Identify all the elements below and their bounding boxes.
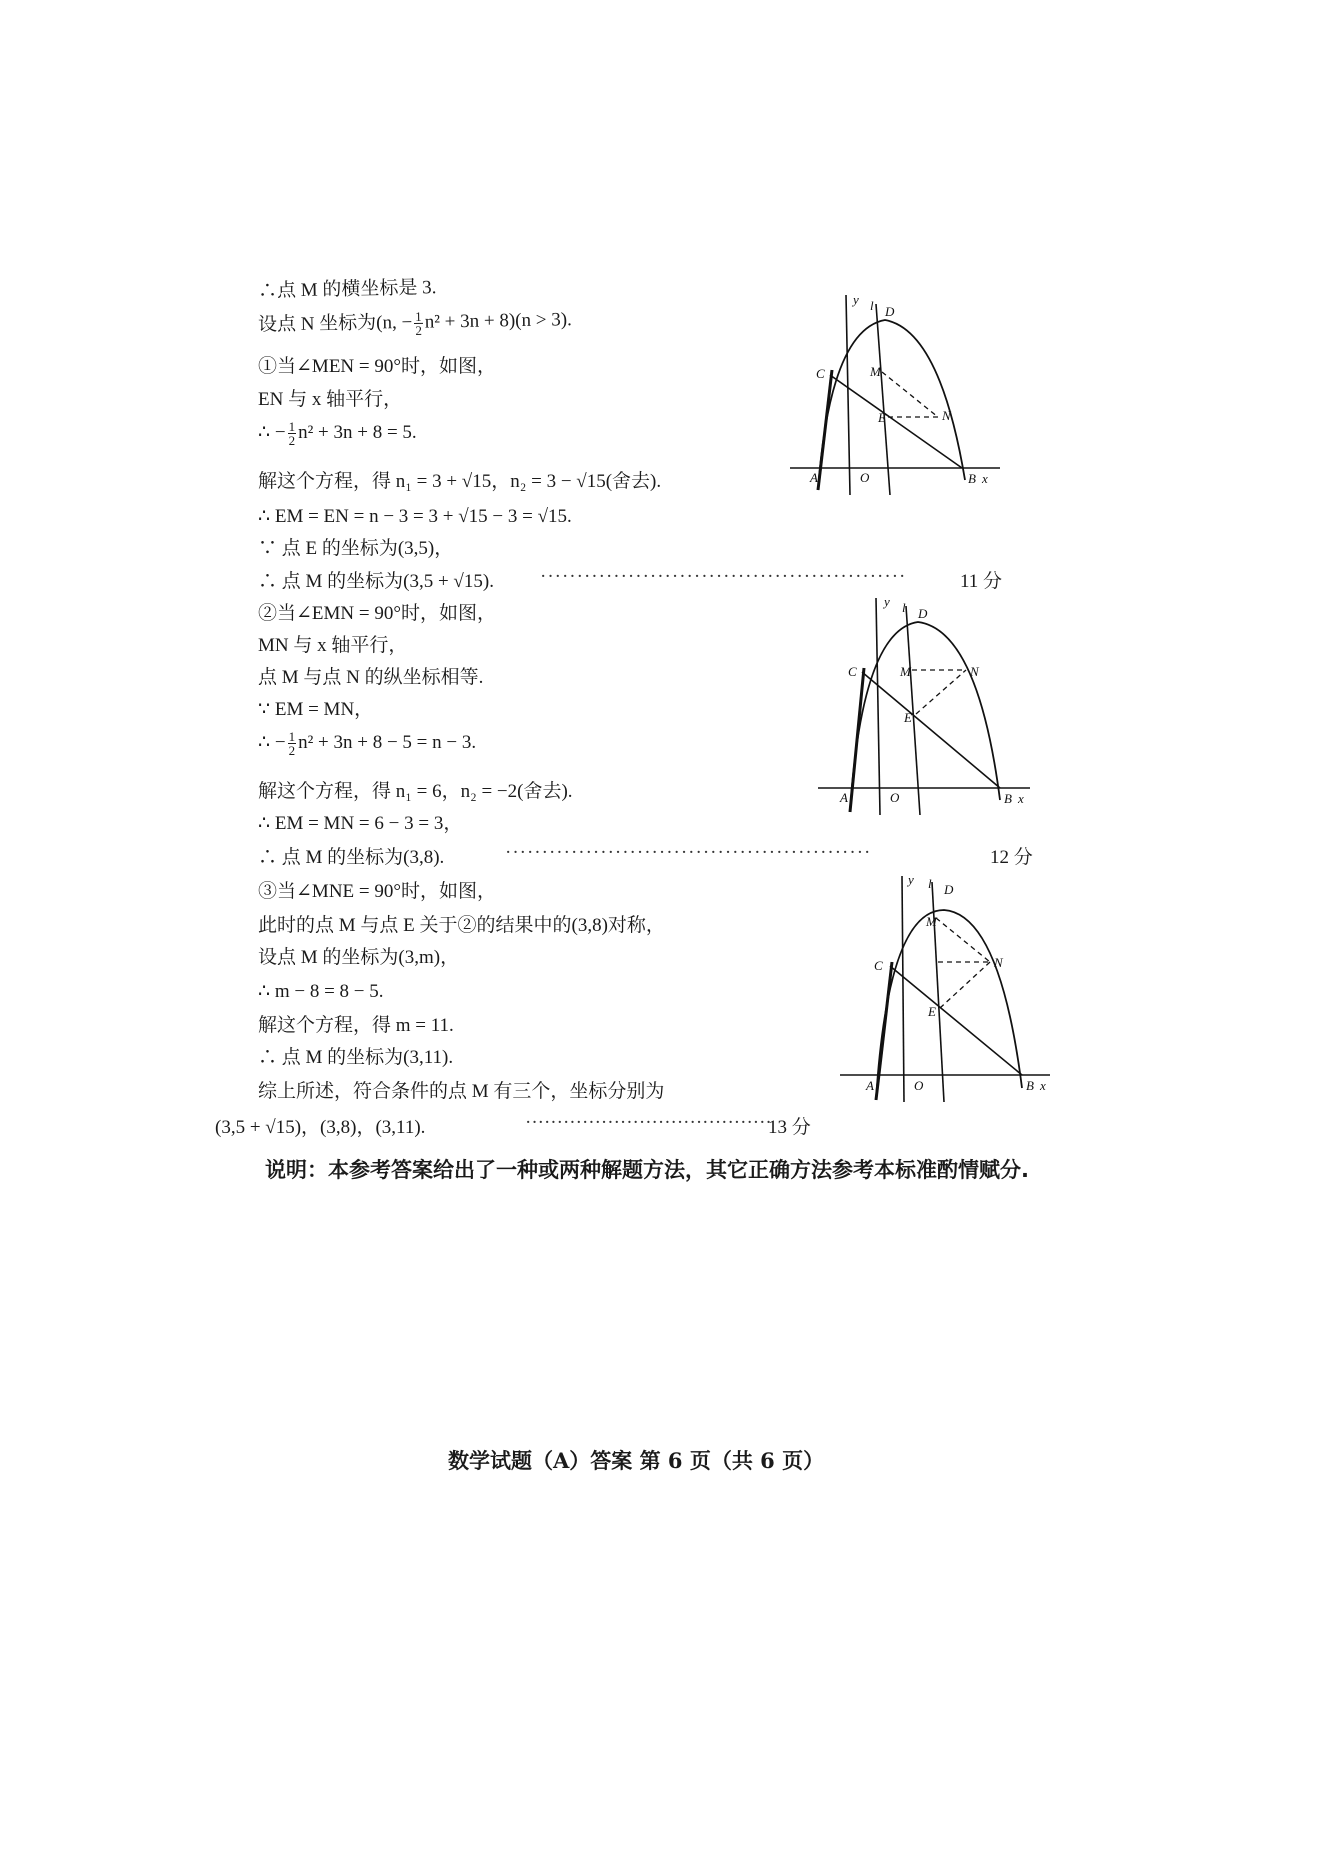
parabola bbox=[876, 910, 1022, 1100]
label-m: M bbox=[870, 364, 881, 379]
text-line-23: ∴ 点 M 的坐标为(3,11). bbox=[258, 1047, 454, 1068]
label-b: B bbox=[968, 471, 976, 486]
text-line-13: ∵ EM = MN， bbox=[258, 699, 374, 720]
label-o: O bbox=[914, 1078, 924, 1093]
label-m: M bbox=[926, 914, 937, 929]
text-line-1: ∴点 M 的横坐标是 3. bbox=[257, 277, 437, 302]
text-line-14a: ∴ − bbox=[258, 731, 286, 753]
label-o: O bbox=[890, 790, 900, 805]
text-line-14b: n² + 3n + 8 − 5 = n − 3. bbox=[298, 731, 477, 753]
text-line-5b: n² + 3n + 8 = 5. bbox=[298, 421, 417, 443]
dotted-leader-13: ······································· bbox=[525, 1112, 772, 1133]
fraction-numerator: 1 bbox=[288, 729, 296, 744]
dash-en bbox=[940, 962, 990, 1008]
dash-mn bbox=[936, 918, 990, 962]
text-line-9: ∴ 点 M 的坐标为(3,5 + √15). bbox=[258, 571, 494, 592]
text-line-11: MN 与 x 轴平行， bbox=[258, 635, 408, 656]
text-line-17: ∴ 点 M 的坐标为(3,8). bbox=[258, 847, 445, 868]
text-line-14 bbox=[258, 730, 476, 757]
line-cb bbox=[862, 672, 1000, 788]
text-line-2b: n² + 3n + 8)(n > 3). bbox=[424, 309, 572, 333]
page-footer: 数学试题（A）答案 第 6 页（共 6 页） bbox=[448, 1448, 825, 1473]
line-ac bbox=[818, 370, 832, 490]
fraction-half bbox=[414, 310, 423, 337]
label-a: A bbox=[840, 790, 848, 805]
label-l: l bbox=[870, 298, 874, 313]
text-line-6: 解这个方程，得 n₁ = 3 + √15，n₂ = 3 − √15(舍去). bbox=[258, 471, 662, 492]
label-n: N bbox=[994, 955, 1003, 970]
text-line-22: 解这个方程，得 m = 11. bbox=[258, 1015, 454, 1036]
text-line-21: ∴ m − 8 = 8 − 5. bbox=[258, 981, 384, 1002]
score-11: 11 分 bbox=[960, 571, 1003, 592]
label-d: D bbox=[918, 606, 928, 621]
label-y: y bbox=[884, 594, 890, 609]
dash-en bbox=[916, 670, 966, 714]
label-d: D bbox=[944, 882, 954, 897]
label-l: l bbox=[928, 876, 932, 891]
text-line-5 bbox=[258, 420, 417, 447]
line-ac bbox=[876, 962, 892, 1100]
label-e: E bbox=[878, 410, 886, 425]
parabola bbox=[818, 320, 965, 490]
dash-mn bbox=[882, 372, 938, 417]
fraction-numerator: 1 bbox=[415, 308, 422, 324]
score-12: 12 分 bbox=[990, 847, 1033, 868]
label-x: x bbox=[1018, 791, 1024, 806]
text-line-8: ∵ 点 E 的坐标为(3,5)， bbox=[258, 538, 454, 559]
label-y: y bbox=[908, 872, 914, 887]
text-line-7: ∴ EM = EN = n − 3 = 3 + √15 − 3 = √15. bbox=[258, 506, 572, 527]
text-line-4: EN 与 x 轴平行， bbox=[258, 389, 403, 410]
explanation-note: 说明：本参考答案给出了一种或两种解题方法，其它正确方法参考本标准酌情赋分. bbox=[265, 1158, 1029, 1182]
line-ac bbox=[850, 668, 864, 812]
label-y: y bbox=[853, 292, 859, 307]
text-line-5a: ∴ − bbox=[258, 421, 286, 443]
label-c: C bbox=[848, 664, 857, 679]
fraction-numerator: 1 bbox=[288, 419, 296, 434]
text-line-3: ①当∠MEN = 90°时，如图， bbox=[258, 356, 496, 377]
label-e: E bbox=[928, 1004, 936, 1019]
label-a: A bbox=[866, 1078, 874, 1093]
text-line-2a: 设点 N 坐标为(n, − bbox=[257, 311, 413, 336]
figure-case-3 bbox=[840, 870, 1070, 1110]
y-axis bbox=[902, 876, 904, 1102]
y-axis bbox=[846, 295, 850, 495]
text-line-19: 此时的点 M 与点 E 关于②的结果中的(3,8)对称， bbox=[258, 915, 665, 936]
label-o: O bbox=[860, 470, 870, 485]
label-d: D bbox=[885, 304, 895, 319]
fraction-half bbox=[288, 730, 297, 757]
line-l bbox=[876, 304, 890, 495]
text-line-18: ③当∠MNE = 90°时，如图， bbox=[258, 881, 496, 902]
label-x: x bbox=[982, 471, 988, 486]
label-l: l bbox=[902, 600, 906, 615]
fraction-denominator: 2 bbox=[415, 322, 423, 338]
score-13: 13 分 bbox=[768, 1117, 811, 1138]
label-n: N bbox=[970, 664, 979, 679]
label-b: B bbox=[1004, 791, 1012, 806]
line-cb bbox=[890, 966, 1022, 1075]
label-b: B bbox=[1026, 1078, 1034, 1093]
figure-case-2 bbox=[818, 590, 1048, 820]
figure-case-1 bbox=[790, 290, 1020, 500]
text-line-20: 设点 M 的坐标为(3,m)， bbox=[258, 947, 460, 968]
text-line-15: 解这个方程，得 n₁ = 6，n₂ = −2(舍去). bbox=[258, 781, 573, 802]
text-line-16: ∴ EM = MN = 6 − 3 = 3， bbox=[258, 813, 463, 834]
dotted-leader-12: ·················································· bbox=[505, 842, 872, 863]
label-a: A bbox=[810, 470, 818, 485]
text-line-2 bbox=[258, 307, 572, 339]
label-x: x bbox=[1040, 1078, 1046, 1093]
fraction-denominator: 2 bbox=[288, 433, 296, 448]
label-m: M bbox=[900, 664, 911, 679]
y-axis bbox=[876, 598, 880, 815]
text-line-12: 点 M 与点 N 的纵坐标相等. bbox=[258, 667, 484, 688]
label-c: C bbox=[874, 958, 883, 973]
text-line-24: 综上所述，符合条件的点 M 有三个，坐标分别为 bbox=[258, 1081, 665, 1102]
text-line-25: (3,5 + √15)，(3,8)，(3,11). bbox=[215, 1117, 426, 1138]
label-c: C bbox=[816, 366, 825, 381]
label-e: E bbox=[904, 710, 912, 725]
parabola bbox=[850, 622, 1000, 812]
dotted-leader-11: ·················································· bbox=[540, 566, 907, 587]
fraction-half bbox=[288, 420, 297, 447]
label-n: N bbox=[942, 408, 951, 423]
text-line-10: ②当∠EMN = 90°时，如图， bbox=[258, 603, 496, 624]
fraction-denominator: 2 bbox=[288, 743, 296, 758]
